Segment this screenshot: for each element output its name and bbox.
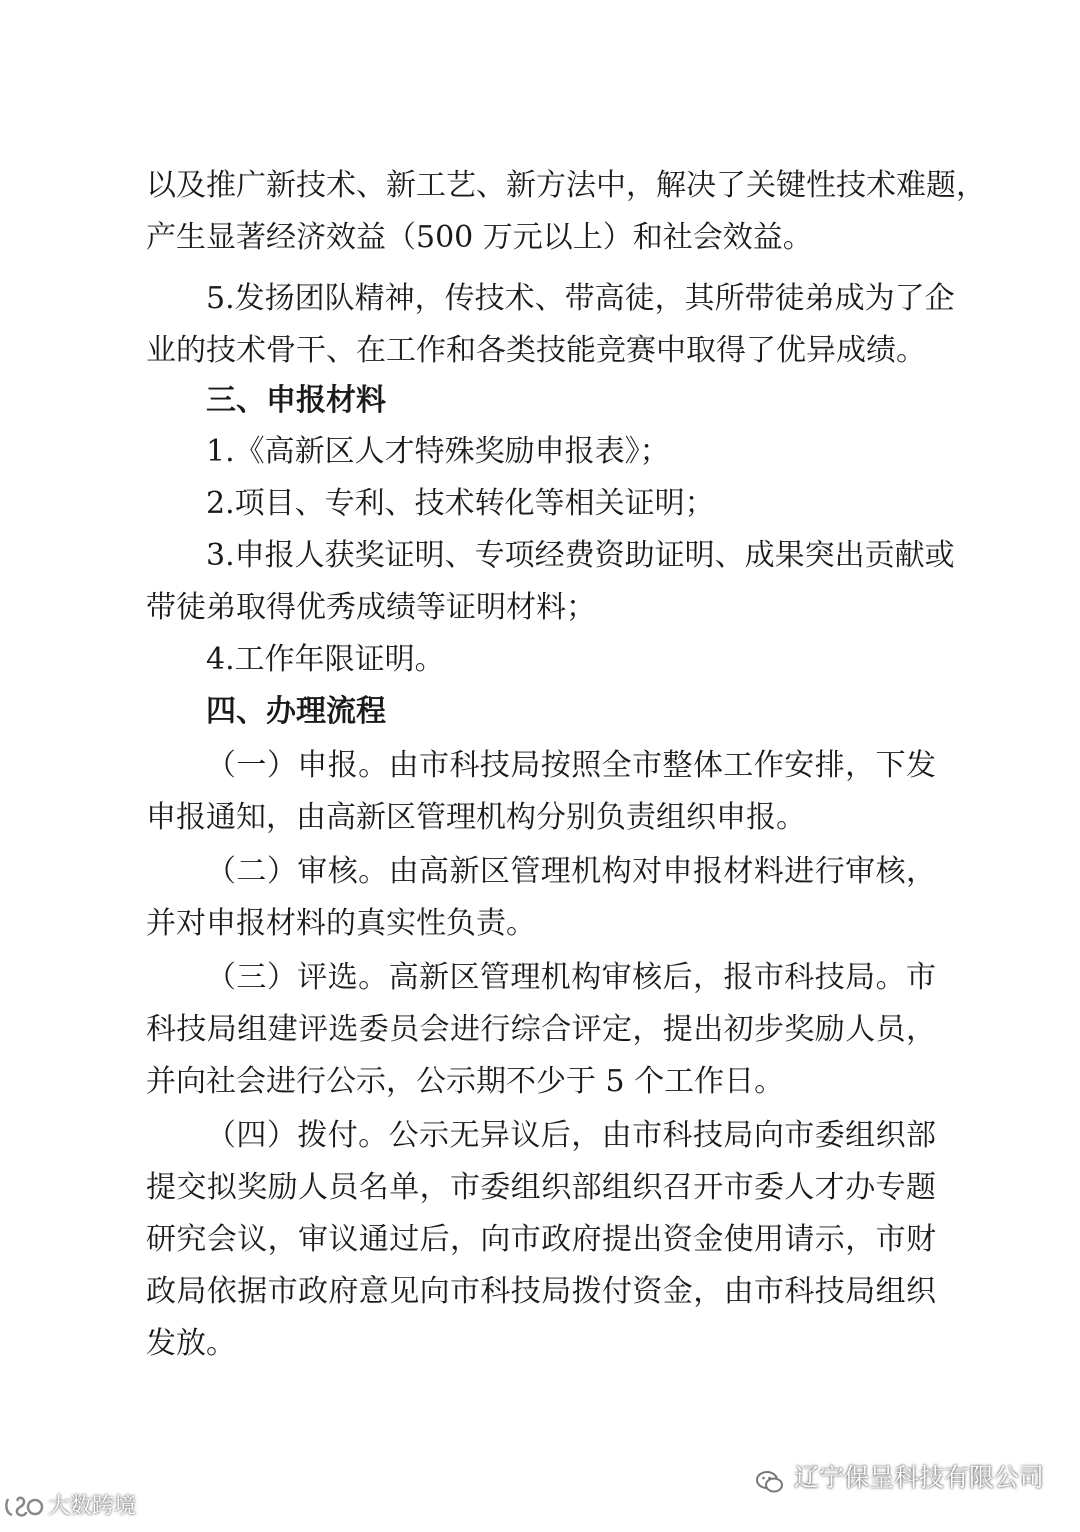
text-line: 5.发扬团队精神，传技术、带高徒，其所带徒弟成为了企: [206, 281, 955, 316]
text-line: 3.申报人获奖证明、专项经费资助证明、成果突出贡献或: [206, 538, 955, 573]
watermark-source: [4, 1490, 136, 1524]
text-line: 业的技术骨干、在工作和各类技能竞赛中取得了优异成绩。: [146, 333, 926, 368]
text-line: （四）拨付。公示无异议后，由市科技局向市委组织部: [206, 1118, 936, 1153]
watermark-company: [756, 1458, 1044, 1498]
section-heading: 四、办理流程: [206, 694, 386, 729]
text-line: 并对申报材料的真实性负责。: [146, 906, 536, 941]
text-line: 发放。: [146, 1326, 236, 1361]
text-line: 政局依据市政府意见向市科技局拨付资金，由市科技局组织: [146, 1274, 936, 1309]
text-line: 并向社会进行公示，公示期不少于 5 个工作日。: [146, 1064, 785, 1099]
text-line: （二）审核。由高新区管理机构对申报材料进行审核，: [206, 854, 936, 889]
text-line: 4.工作年限证明。: [206, 642, 445, 677]
text-line: 1.《高新区人才特殊奖励申报表》；: [206, 434, 670, 469]
section-heading: 三、申报材料: [206, 383, 386, 418]
watermark-source-text: 大数跨境: [48, 1494, 137, 1519]
text-line: 申报通知，由高新区管理机构分别负责组织申报。: [146, 800, 806, 835]
text-line: （三）评选。高新区管理机构审核后，报市科技局。市: [206, 960, 936, 995]
text-line: 产生显著经济效益（500 万元以上）和社会效益。: [146, 220, 813, 255]
watermark-company-text: 辽宁保呈科技有限公司: [793, 1463, 1044, 1492]
brand-logo-icon: [4, 1493, 44, 1521]
wechat-icon: [756, 1466, 784, 1490]
text-line: （一）申报。由市科技局按照全市整体工作安排，下发: [206, 748, 936, 783]
text-line: 科技局组建评选委员会进行综合评定，提出初步奖励人员，: [146, 1012, 936, 1047]
text-line: 研究会议，审议通过后，向市政府提出资金使用请示，市财: [146, 1222, 936, 1257]
text-line: 提交拟奖励人员名单，市委组织部组织召开市委人才办专题: [146, 1170, 936, 1205]
text-line: 2.项目、专利、技术转化等相关证明；: [206, 486, 715, 521]
text-line: 带徒弟取得优秀成绩等证明材料；: [146, 590, 596, 625]
text-line: 以及推广新技术、新工艺、新方法中，解决了关键性技术难题，: [146, 168, 986, 203]
